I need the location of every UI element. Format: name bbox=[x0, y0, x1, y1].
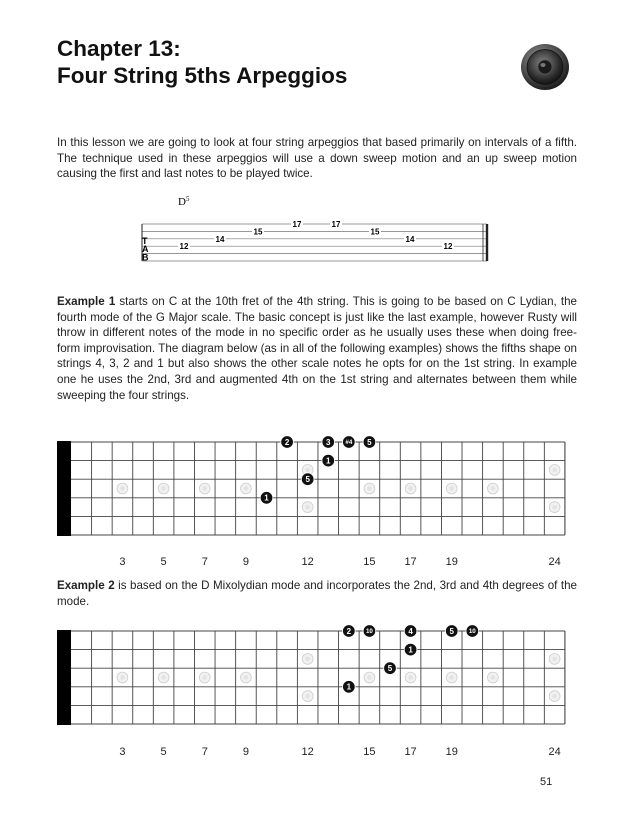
example1-label: Example 1 bbox=[57, 295, 116, 308]
note-dot bbox=[445, 625, 458, 638]
tab-letter: A bbox=[142, 244, 149, 255]
page-number: 51 bbox=[540, 776, 553, 788]
fretboard-example2 bbox=[57, 621, 577, 739]
note-dot-label: 1 bbox=[346, 682, 352, 692]
note-dot-label: #4 bbox=[345, 439, 353, 447]
fret-number: 5 bbox=[160, 746, 167, 758]
note-dot-label: 2 bbox=[284, 437, 290, 447]
note-dot bbox=[322, 436, 335, 449]
tab-letter: B bbox=[142, 252, 149, 263]
inlay-center bbox=[552, 468, 556, 472]
tab-note: 17 bbox=[292, 220, 302, 229]
inlay-center bbox=[491, 486, 495, 490]
note-dot bbox=[466, 625, 479, 638]
inlay-center bbox=[491, 675, 495, 679]
inlay-center bbox=[408, 675, 412, 679]
inlay-center bbox=[450, 486, 454, 490]
note-dot-label: 10 bbox=[365, 628, 373, 636]
fretboard-example1 bbox=[57, 432, 577, 550]
inlay-center bbox=[367, 675, 371, 679]
fret-numbers-example2 bbox=[57, 746, 577, 762]
tab-note: 12 bbox=[179, 242, 189, 252]
note-dot-label: 3 bbox=[326, 437, 331, 447]
fret-number: 12 bbox=[301, 746, 314, 758]
note-dot bbox=[404, 643, 417, 656]
fret-number: 19 bbox=[445, 556, 458, 568]
example2-label: Example 2 bbox=[57, 579, 115, 592]
example2-text: is based on the D Mixolydian mode and incorporates the 2nd, 3rd and 4th degrees of the mode. bbox=[57, 579, 577, 608]
fret-number: 12 bbox=[301, 556, 314, 568]
example1-text: starts on C at the 10th fret of the 4th string. This is going to be based on C Lydian, the fourth mode of the G Major scale. The basic concept is just like the last example, however Rusty will throw in different notes of the mode in no specific order as he usually uses these when doing free-form improvisation. The diagram below (as in all of the following examples) shows the fifths shape on strings 4, 3, 2 and 1 but also shows the other scale notes he opts for on the 1st string. In example one he uses the 2nd, 3rd and augmented 4th on the 1st string and alternates between them while sweeping the four strings. bbox=[57, 295, 577, 402]
inlay-center bbox=[203, 486, 207, 490]
note-dot bbox=[322, 454, 335, 467]
example2-paragraph bbox=[57, 578, 577, 609]
intro-paragraph: In this lesson we are going to look at four string arpeggios that based primarily on intervals of a fifth. The technique used in these arpeggios will use a down sweep motion and an up sweep motion causing the first and last notes to be played twice. bbox=[57, 136, 577, 181]
fret-number: 19 bbox=[445, 746, 458, 758]
tab-letter: T bbox=[142, 236, 148, 246]
fret-number: 24 bbox=[548, 556, 561, 568]
fret-number: 9 bbox=[242, 556, 249, 568]
inlay-center bbox=[552, 657, 556, 661]
chord-name: $D^5$ bbox=[178, 195, 190, 208]
note-dot bbox=[343, 625, 356, 638]
note-dot-label: 4 bbox=[408, 626, 413, 636]
chapter-title bbox=[57, 35, 347, 89]
note-dot-label: 1 bbox=[264, 493, 269, 503]
note-dot-label: 5 bbox=[367, 437, 372, 447]
tab-note: 15 bbox=[253, 227, 263, 237]
fret-number: 15 bbox=[363, 556, 376, 568]
tab-note: 15 bbox=[370, 227, 380, 237]
fret-number: 9 bbox=[242, 746, 249, 758]
note-dot-label: 1 bbox=[408, 645, 413, 655]
tab-note: 12 bbox=[443, 242, 453, 252]
inlay-center bbox=[305, 657, 309, 661]
fret-number: 7 bbox=[201, 746, 208, 758]
fret-number: 17 bbox=[404, 746, 417, 758]
fret-number: 3 bbox=[119, 746, 126, 758]
fret-number: 3 bbox=[119, 556, 126, 568]
note-dot bbox=[260, 492, 273, 505]
nut bbox=[57, 630, 71, 725]
note-dot-label: 5 bbox=[449, 626, 454, 636]
inlay-center bbox=[120, 486, 124, 490]
note-dot-label: 1 bbox=[326, 456, 331, 466]
note-dot bbox=[384, 662, 397, 675]
tablature bbox=[138, 192, 493, 278]
example1-paragraph bbox=[57, 294, 577, 403]
inlay-center bbox=[305, 468, 309, 472]
inlay-center bbox=[408, 486, 412, 490]
fret-number: 17 bbox=[404, 556, 417, 568]
fret-number: 5 bbox=[160, 556, 167, 568]
inlay-center bbox=[552, 694, 556, 698]
chapter-number: Chapter 13: bbox=[57, 36, 181, 61]
inlay-center bbox=[161, 486, 165, 490]
inlay-center bbox=[161, 675, 165, 679]
note-dot-label: 5 bbox=[305, 475, 310, 485]
speaker-icon[interactable] bbox=[519, 40, 571, 92]
tab-note: 14 bbox=[405, 234, 415, 244]
fret-number: 24 bbox=[548, 746, 561, 758]
inlay-center bbox=[120, 675, 124, 679]
chapter-name: Four String 5ths Arpeggios bbox=[57, 63, 348, 88]
note-dot bbox=[404, 625, 417, 638]
note-dot bbox=[301, 473, 314, 486]
note-dot-label: 5 bbox=[387, 664, 393, 674]
fret-number: 15 bbox=[363, 746, 376, 758]
inlay-center bbox=[244, 486, 248, 490]
note-dot-label: 10 bbox=[468, 628, 476, 636]
note-dot bbox=[343, 681, 356, 694]
fret-numbers-example1 bbox=[57, 556, 577, 572]
chord-superscript: 5 bbox=[185, 195, 190, 203]
note-dot bbox=[343, 436, 356, 449]
inlay-center bbox=[203, 675, 207, 679]
note-dot-label: 2 bbox=[346, 626, 352, 636]
inlay-center bbox=[244, 675, 248, 679]
fret-number: 7 bbox=[201, 556, 208, 568]
tab-note: 17 bbox=[331, 220, 341, 229]
inlay-center bbox=[450, 675, 454, 679]
nut bbox=[57, 441, 71, 536]
inlay-center bbox=[552, 505, 556, 509]
note-dot bbox=[363, 436, 376, 449]
inlay-center bbox=[367, 486, 371, 490]
inlay-center bbox=[305, 505, 309, 509]
note-dot bbox=[281, 436, 294, 449]
inlay-center bbox=[305, 694, 309, 698]
note-dot bbox=[363, 625, 376, 638]
tab-note: 14 bbox=[215, 234, 225, 244]
